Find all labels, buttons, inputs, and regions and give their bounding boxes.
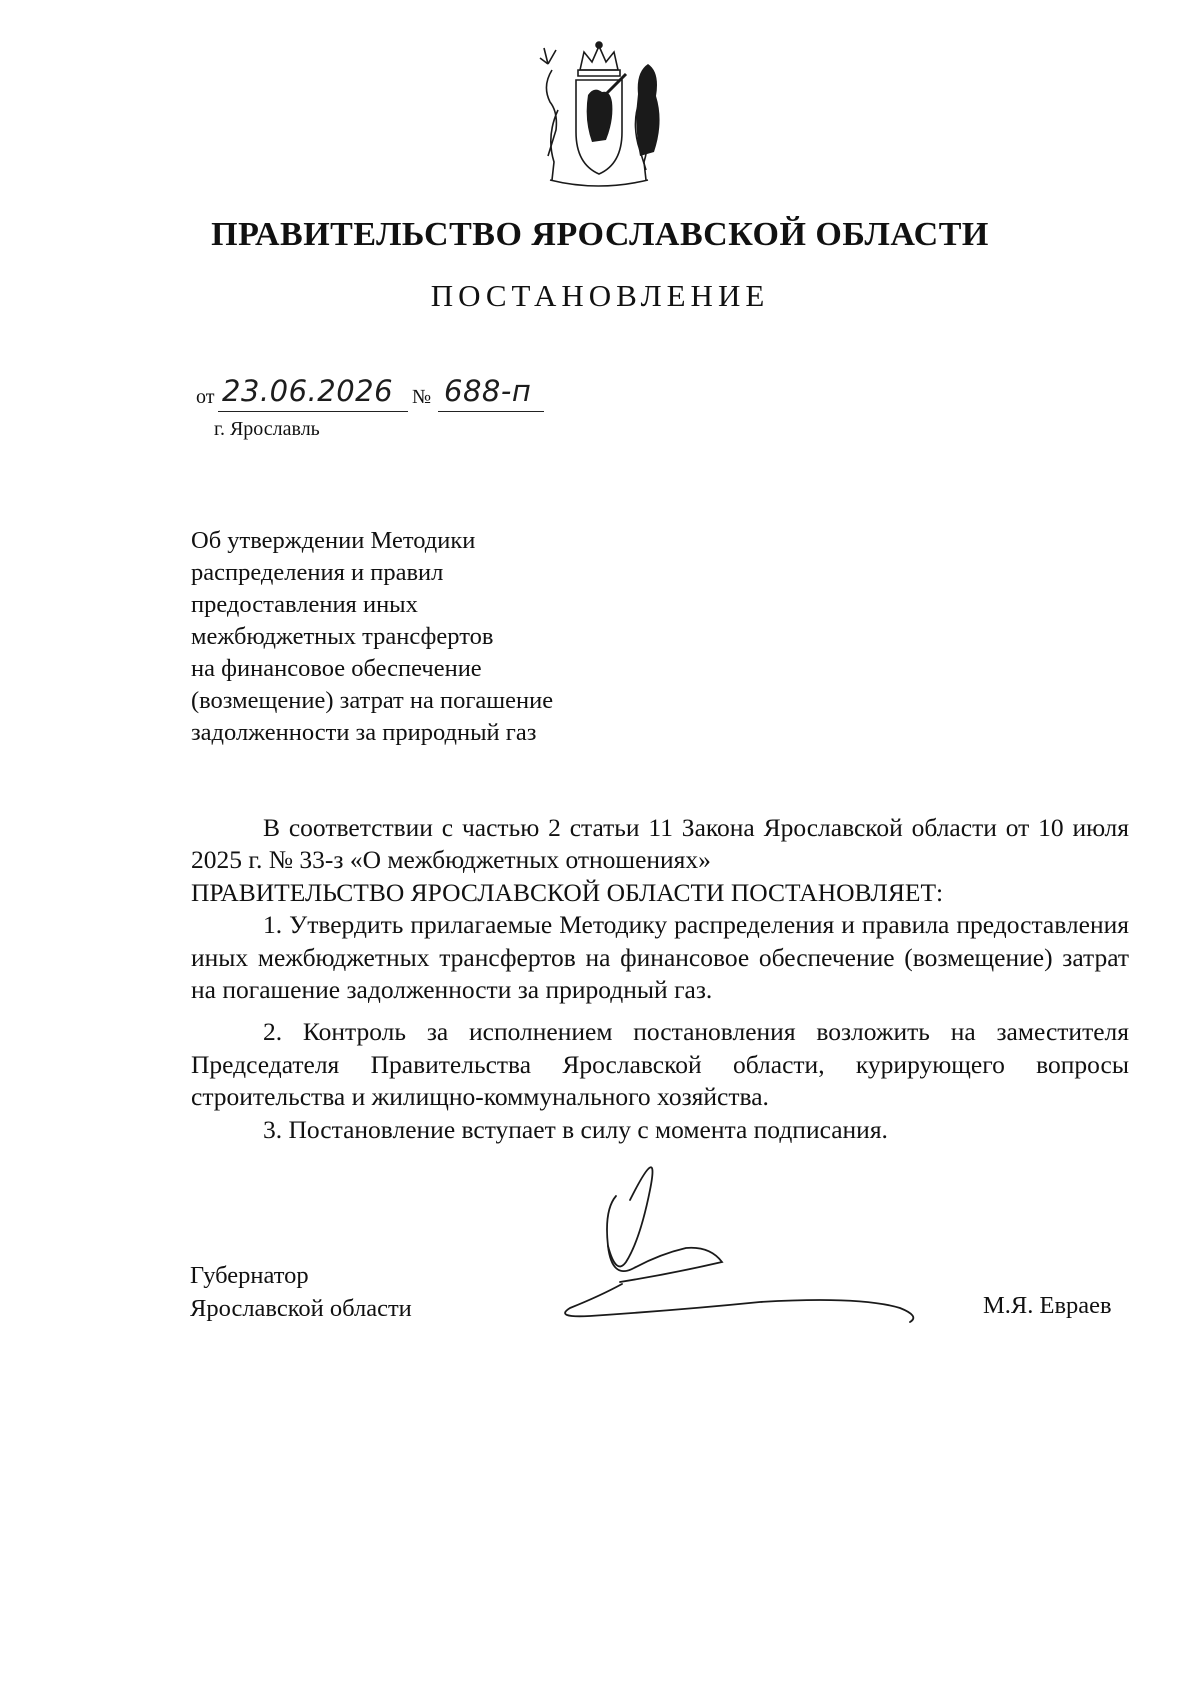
resolves-paragraph: ПРАВИТЕЛЬСТВО ЯРОСЛАВСКОЙ ОБЛАСТИ ПОСТАНОВЛЯЕТ:: [191, 877, 944, 907]
signer-name: М.Я. Евраев: [983, 1292, 1112, 1319]
subject-line: (возмещение) затрат на погашение: [191, 687, 554, 714]
item-2-paragraph: 2. Контроль за исполнением постановления возложить на заместителя Председателя Правительства Ярославской области, курирующего вопросы строительства и жилищно-коммунального хозяйства.: [191, 1017, 1129, 1112]
coat-of-arms-icon: [528, 40, 670, 190]
date-prefix: от: [196, 386, 215, 408]
date-underline: [218, 411, 408, 412]
signer-position-line: Ярославской области: [190, 1295, 412, 1322]
handwritten-signature-icon: [560, 1150, 990, 1390]
document-date: 23.06.2026: [222, 374, 394, 408]
subject-line: предоставления иных: [191, 591, 418, 618]
subject-line: задолженности за природный газ: [191, 719, 537, 746]
item-3-paragraph: 3. Постановление вступает в силу с момента подписания.: [263, 1114, 888, 1144]
item-1-paragraph: 1. Утвердить прилагаемые Методику распределения и правила предоставления иных межбюджетных трансфертов на финансовое обеспечение (возмещение) затрат на погашение задолженности за природный газ.: [191, 910, 1129, 1005]
document-number: 688-п: [444, 374, 532, 408]
number-prefix: №: [412, 386, 432, 408]
subject-line: на финансовое обеспечение: [191, 655, 482, 682]
city-label: г. Ярославль: [214, 418, 320, 440]
subject-line: распределения и правил: [191, 559, 444, 586]
signer-position-line: Губернатор: [190, 1262, 309, 1289]
government-title: ПРАВИТЕЛЬСТВО ЯРОСЛАВСКОЙ ОБЛАСТИ: [211, 216, 989, 253]
document-body: [191, 812, 1129, 1146]
signer-position: [190, 1259, 412, 1325]
preamble-paragraph: В соответствии с частью 2 статьи 11 Закона Ярославской области от 10 июля 2025 г. № 33-з «О межбюджетных отношениях»: [191, 813, 1129, 875]
subject-line: межбюджетных трансфертов: [191, 623, 494, 650]
number-underline: [438, 411, 544, 412]
registration-line: [196, 372, 556, 412]
document-type: ПОСТАНОВЛЕНИЕ: [430, 278, 770, 313]
subject-line: Об утверждении Методики: [191, 527, 476, 554]
document-subject: [191, 525, 553, 749]
